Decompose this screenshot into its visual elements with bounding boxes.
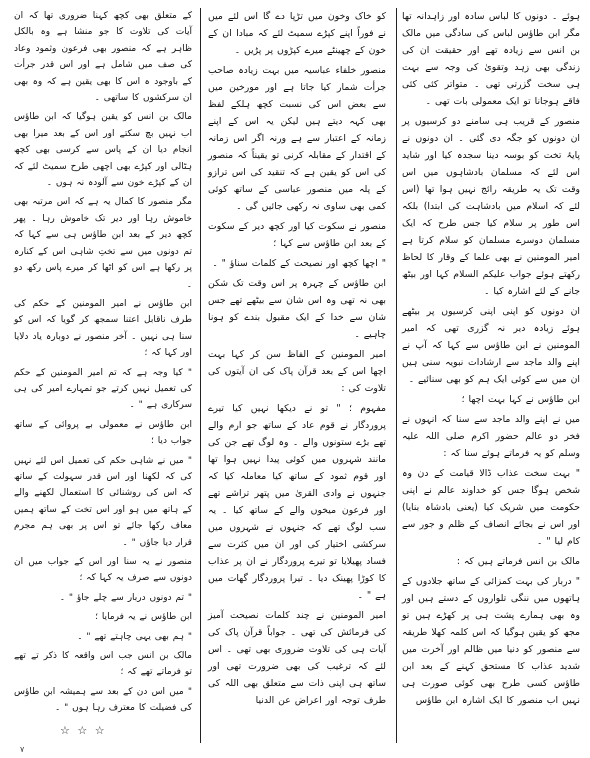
section-end-stars: ☆ ☆ ☆ [60, 724, 107, 737]
paragraph: " تم دونوں دربار سے چلے جاؤ " ۔ [59, 592, 192, 603]
text-column-left [14, 8, 192, 720]
paragraph: مالک بن انس جب اس واقعہ کا ذکر تے تھے تو فرماتے تھے کہ ؛ [14, 651, 192, 678]
paragraph: " میں نے شاہی حکم کی تعمیل اس لئے نہیں کی کہ لکھنا اور اس قدر سہولت کے ساتھ کہ اس کی روشنائی کا استعمال لکھنے والے کے ہاتھ میں ہو اور اس تخت کے ساتھ ہمیں معاف رکھا جائے تو اس پر بھی ہم مجرم قرار دیا جاؤں " ۔ [14, 455, 192, 548]
paragraph: " میں اس دن کے بعد سے ہمیشہ ابن طاؤس کی فضیلت کا معترف رہا ہوں " ۔ [14, 686, 192, 714]
paragraph: ابن طاؤس نے معمولی بے پروائی کے ساتھ جواب دیا ؛ [14, 419, 192, 447]
page-mark: ۷ [20, 745, 25, 754]
paragraph: کے متعلق بھی کچھ کہنا ضروری تھا کہ ان آیات کی تلاوت کا جو منشا ہے وہ بالکل ظاہر ہے کہ منصور بھی فرعون وثمود وعاد کی صف میں شامل ہے اور اس قدر جرأت کے باوجود ہ اس کا بھی یقین ہے کہ وہ بھی ان سرکشوں کا ساتھی ۔ [14, 11, 192, 104]
paragraph: کو خاک وخون میں تڑپا دے گا اس لئے میں نے فوراً اپنے کپڑے سمیٹ لئے کہ مبادا ان کے خون کے چھینٹے میرے کپڑوں پر پڑیں ۔ [208, 11, 386, 56]
paragraph: ہوئے ۔ دونوں کا لباس سادہ اور زاہدانہ تھا مگر ابن طاؤس لباس کی سادگی میں مالک بن انس سے زیادہ تھے اور حقیقت ان کی زندگی بھی زہد وتقویٰ کی وجہ سے بہت ہی سخت گزرتی تھی ۔ متواتر کئی کئی فاقے ہوجانا تو ایک معمولی بات تھی ۔ [402, 11, 580, 107]
paragraph: منصور نے سکوت کیا اور کچھ دیر کے سکوت کے بعد ابن طاؤس سے کہا ؛ [208, 221, 386, 249]
paragraph: ابن طاؤس نے یہ فرمایا ؛ [95, 612, 192, 623]
paragraph: ابن طاؤس نے امیر المومنین کے حکم کی طرف ناقابل اعتنا سمجھ کر گویا کہ اس کو سنا ہی نہیں ۔ آخر منصور نے دوبارہ یاد دلایا اور کہا کہ ؛ [14, 298, 192, 359]
paragraph: " کیا وجہ ہے کہ تم امیر المومنین کے حکم کی تعمیل نہیں کرتے جو تمہارے امیر کی ہی سرکاری ہے " ۔ [14, 367, 192, 411]
text-column-middle [208, 8, 386, 712]
paragraph: " اچھا کچھ اور نصیحت کے کلمات سناؤ " ۔ [212, 258, 386, 269]
paragraph: منصور کے قریب ہی سامنے دو کرسیوں پر ان دونوں کو جگہ دی گئی ۔ ان دونوں نے پایۂ تخت کو بوسہ دینا سجدہ کیا اور شاید اس لئے کہ مسلمان بادشاہوں میں اس وقت تک یہ طریقہ رائج نہیں ہوا تھا (اس لئے کہ اسلام میں بادشاہت کی ابتدا) بلکہ اس طور پر سلام کیا جس طرح کہ ایک مسلمان دوسرے مسلمان کو سلام کرتا ہے امیر المومنین نے بھی علما کے وقار کا لحاظ رکھتے ہوئے جواب علیکم السلام کہا اور بیٹھ جانے کے لئے اشارہ کیا ۔ [402, 116, 580, 297]
paragraph: " ہم بھی یہی چاہتے تھے " ۔ [77, 631, 192, 642]
text-column-right [402, 8, 580, 712]
paragraph: ابن طاؤس نے کہا بہت اچھا ؛ [461, 394, 580, 405]
paragraph: امیر المومنین نے چند کلمات نصیحت آمیز کی فرمائش کی تھی ۔ جواباً قرآن پاک کی آیات ہی کی تلاوت ضروری بھی تھی ۔ اس لئے کہ ترغیب کی بھی ضرورت تھی اور ساتھ ہی اپنی ذات سے متعلق بھی اللہ کی طرف توجہ اور اعراض عن الدنیا [208, 610, 386, 706]
column-divider [200, 8, 201, 743]
column-divider [396, 8, 397, 743]
paragraph: امیر المومنین کے الفاظ سن کر کہا بہت اچھا اس کے بعد قرآن پاک کی ان آیتوں کی تلاوت کی : [208, 349, 386, 394]
paragraph: مگر منصور کا کمال یہ ہے کہ اس مرتبہ بھی خاموش رہا اور دیر تک خاموش رہا ۔ پھر کچھ دیر کے بعد ابن طاؤس ہی سے کہا کہ تم دونوں میں سے تختِ شاہی اس کے کنارہ پر رکھا ہے اس کو اٹھا کر میرے پاس رکھ دو ۔ [14, 197, 192, 290]
paragraph: منصور خلفاء عباسیہ میں بہت زیادہ صاحب جرأت شمار کیا جاتا ہے اور مورخین میں سے بعض اس کی نسبت کچھ ہلکے لفظ بھی کہہ دیتے ہیں لیکن یہ اس کے اپنے زمانہ کے اعتبار سے ہے ورنہ اگر اس زمانہ کے اقتدار کے مقابلہ کرنی تو یقیناً کہ منصور کی اس کو یقین ہے کہ تنقید کی اس ترازو کے پلہ میں منصور عباسی کے ساتھ کوئی کمی بھی ساوی نہ رکھی جائیں گی ۔ [208, 65, 386, 212]
paragraph: مالک بن انس کو یقین ہوگیا کہ ابن طاؤس اب نہیں بچ سکتے اور اس کے بعد میرا بھی انجام دیا ان کے پاس سے کرسی بھی کچھ ہٹالی اور کپڑے بھی اچھی طرح سمیٹ لئے کہ ان کے کپڑے خون سے آلودہ نہ ہوں ۔ [14, 112, 192, 189]
paragraph: مفہوم ؛ " تو نے دیکھا نہیں کیا تیرے پروردگار نے قوم عاد کے ساتھ جو ارم والے تھے بڑے ستونوں والے ۔ وہ لوگ تھے جن کی مانند شہروں میں کوئی پیدا نہیں ہوا تھا اور قوم ثمود کے ساتھ کیا معاملہ کیا کہ جنہوں نے وادی القریٰ میں پتھر تراشے تھے اور فرعون میخوں والے کے ساتھ کیا ۔ یہ سب لوگ تھے کہ جنہوں نے شہروں میں سرکشی اختیار کی اور ان میں کثرت سے فساد پھیلایا تو تیرے پروردگار نے ان پر عذاب کا کوڑا پھینک دیا ۔ تیرا پروردگار گھات میں ہے " ۔ [208, 403, 386, 601]
paragraph: میں نے اپنے والد ماجد سے سنا کہ انہوں نے فخر دو عالم حضور اکرم صلی اللہ علیہ وسلم کو یہ فرماتے ہوئے سنا کہ : [402, 414, 580, 459]
paragraph: " بہت سخت عذاب ڈالا قیامت کے دن وہ شخص ہوگا جس کو خداوند عالم نے اپنی حکومت میں شریک کیا (یعنی بادشاہ بنایا) اور اس نے بجائے انصاف کے ظلم و جور سے کام لیا " ۔ [402, 468, 580, 547]
paragraph: ابن طاؤس کے چہرہ پر اس وقت تک شکن بھی نہ تھی وہ اس شان سے بیٹھے تھے جس شان سے خدا کے ایک مقبول بندے کو ہونا چاہیے ۔ [208, 278, 386, 340]
paragraph: " دربار کی بہت کمزائی کے ساتھ جلادوں کے ہاتھوں میں ننگی تلواروں کے دستے ہیں اور وہ بھی ہمارے پشت ہی پر کھڑے ہیں تو مجھ کو یقین ہوگیا کہ اس کلمہ کھلا طریقہ سے منصور کو دنیا میں ظالم اور آخرت میں شدید عذاب کا مستحق کہنے کے بعد ابن طاؤس کسی طرح بھی کوئی صورت ہی نہیں اب منصور کا ایک اشارہ ابن طاؤس [402, 576, 580, 706]
paragraph: مالک بن انس فرماتے ہیں کہ : [456, 556, 580, 567]
paragraph: ان دونوں کو اپنی اپنی کرسیوں پر بیٹھے ہوئے زیادہ دیر نہ گزری تھی کہ امیر المومنین نے ابن طاؤس سے کہا کہ آپ نے اپنے والد ماجد سے ارشادات نبویہ سنی ہیں ان میں سے کوئی ایک ہم کو بھی سنائیے ۔ [402, 306, 580, 385]
paragraph: منصور نے یہ سنا اور اس کے جواب میں ان دونوں سے صرف یہ کہا کہ ؛ [14, 557, 192, 584]
